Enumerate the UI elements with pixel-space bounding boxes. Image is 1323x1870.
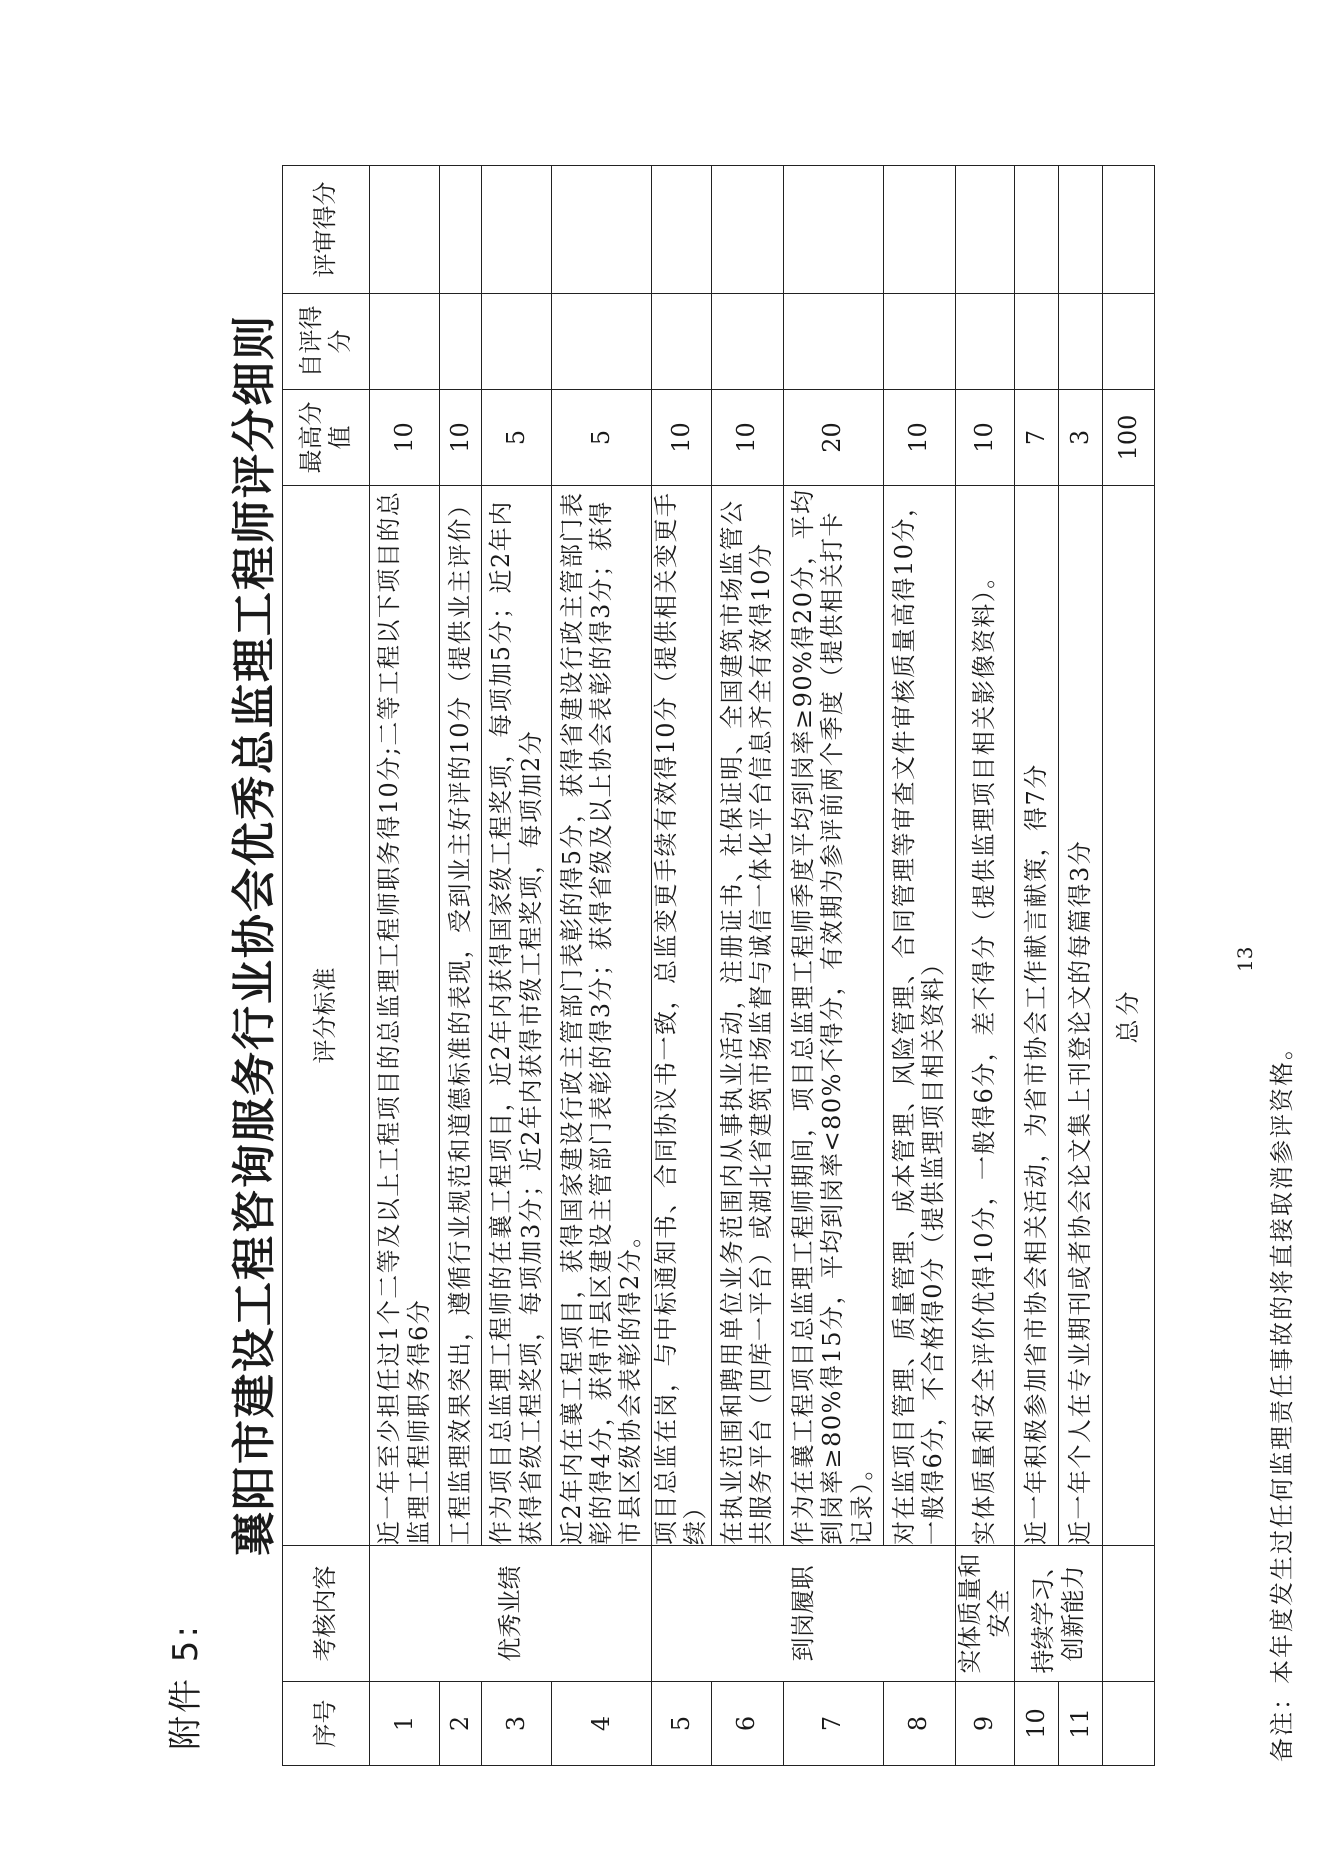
table-row <box>552 166 652 1766</box>
table-row <box>711 166 783 1766</box>
row-criteria: 在执业范围和聘用单位业务范围内从事执业活动，注册证书、社保证明、全国建筑市场监管公共服务平台（四库一平台）或湖北省建筑市场监督与诚信一体化平台信息齐全有效得10分 <box>711 486 783 1546</box>
row-self-score <box>1059 294 1103 390</box>
row-seq: 4 <box>552 1682 652 1766</box>
row-self-score <box>440 294 482 390</box>
row-review-score <box>1059 166 1103 294</box>
item-onduty: 到岗履职 <box>652 1546 956 1682</box>
row-self-score <box>711 294 783 390</box>
row-criteria: 工程监理效果突出，遵循行业规范和道德标准的表现，受到业主好评的10分（提供业主评价） <box>440 486 482 1546</box>
table-row <box>1015 166 1059 1766</box>
item-learning: 持续学习、创新能力 <box>1015 1546 1103 1682</box>
row-criteria: 近一年个人在专业期刊或者协会论文集上刊登论文的每篇得3分 <box>1059 486 1103 1546</box>
header-review: 评审得分 <box>283 166 370 294</box>
row-self-score <box>783 294 883 390</box>
header-max: 最高分值 <box>283 390 370 486</box>
row-review-score <box>370 166 440 294</box>
row-max: 3 <box>1059 390 1103 486</box>
row-seq: 5 <box>652 1682 712 1766</box>
row-self-score <box>482 294 552 390</box>
row-seq: 8 <box>883 1682 955 1766</box>
row-max: 10 <box>440 390 482 486</box>
row-self-score <box>370 294 440 390</box>
row-criteria: 作为项目总监理工程师的在襄工程项目，近2年内获得国家级工程奖项，每项加5分；近2年内获得省级工程奖项，每项加3分；近2年内获得市级工程奖项，每项加2分 <box>482 486 552 1546</box>
row-max: 10 <box>955 390 1015 486</box>
table-row <box>1059 166 1103 1766</box>
document-title: 襄阳市建设工程咨询服务行业协会优秀总监理工程师评分细则 <box>229 314 280 1556</box>
row-seq: 2 <box>440 1682 482 1766</box>
row-seq: 11 <box>1059 1682 1103 1766</box>
row-review-score <box>482 166 552 294</box>
row-max: 10 <box>652 390 712 486</box>
row-criteria: 实体质量和安全评价优得10分，一般得6分，差不得分（提供监理项目相关影像资料）。 <box>955 486 1015 1546</box>
total-self-score <box>1103 294 1155 390</box>
row-max: 20 <box>783 390 883 486</box>
row-criteria: 对在监项目管理、质量管理、成本管理、风险管理、合同管理等审查文件审核质量高得10分，一般得6分，不合格得0分（提供监理项目相关资料） <box>883 486 955 1546</box>
header-seq: 序号 <box>283 1682 370 1766</box>
row-criteria: 近2年内在襄工程项目，获得国家建设行政主管部门表彰的得5分，获得省建设行政主管部门表彰的得4分，获得市县区建设主管部门表彰的得3分；获得省级及以上协会表彰的得3分；获得市县区级协会表彰的得2分。 <box>552 486 652 1546</box>
row-max: 10 <box>370 390 440 486</box>
row-self-score <box>1015 294 1059 390</box>
row-criteria: 近一年积极参加省市协会相关活动，为省市协会工作献言献策，得7分 <box>1015 486 1059 1546</box>
table-header-row <box>283 166 370 1766</box>
row-seq: 6 <box>711 1682 783 1766</box>
row-review-score <box>783 166 883 294</box>
attachment-label: 附件 5: <box>166 1623 206 1750</box>
footnote: 备注：本年度发生过任何监理责任事故的将直接取消参评资格。 <box>1268 1034 1296 1762</box>
table-row <box>482 166 552 1766</box>
row-self-score <box>955 294 1015 390</box>
row-review-score <box>552 166 652 294</box>
row-review-score <box>652 166 712 294</box>
header-criteria: 评分标准 <box>283 486 370 1546</box>
row-max: 7 <box>1015 390 1059 486</box>
scoring-table <box>282 165 1155 1766</box>
row-max: 5 <box>552 390 652 486</box>
table-row <box>370 166 440 1766</box>
row-seq: 3 <box>482 1682 552 1766</box>
row-review-score <box>1015 166 1059 294</box>
item-quality: 实体质量和安全 <box>955 1546 1015 1682</box>
row-seq: 1 <box>370 1682 440 1766</box>
total-max: 100 <box>1103 390 1155 486</box>
header-self: 自评得分 <box>283 294 370 390</box>
row-criteria: 项目总监在岗，与中标通知书、合同协议书一致，总监变更手续有效得10分（提供相关变更手续） <box>652 486 712 1546</box>
table-row <box>783 166 883 1766</box>
table-row <box>883 166 955 1766</box>
row-seq: 10 <box>1015 1682 1059 1766</box>
row-max: 10 <box>711 390 783 486</box>
total-label: 总分 <box>1103 486 1155 1546</box>
row-max: 10 <box>883 390 955 486</box>
table-row <box>955 166 1015 1766</box>
total-review-score <box>1103 166 1155 294</box>
row-review-score <box>883 166 955 294</box>
page-number: 13 <box>1233 946 1257 972</box>
row-seq: 9 <box>955 1682 1015 1766</box>
table-row <box>652 166 712 1766</box>
row-criteria: 近一年至少担任过1个二等及以上工程项目的总监理工程师职务得10分;二等工程以下项目的总监理工程师职务得6分 <box>370 486 440 1546</box>
header-item: 考核内容 <box>283 1546 370 1682</box>
table-row <box>440 166 482 1766</box>
row-review-score <box>711 166 783 294</box>
row-self-score <box>883 294 955 390</box>
item-outstanding: 优秀业绩 <box>370 1546 652 1682</box>
row-review-score <box>955 166 1015 294</box>
row-self-score <box>652 294 712 390</box>
total-blank-seq <box>1103 1682 1155 1766</box>
row-criteria: 作为在襄工程项目总监理工程师期间，项目总监理工程师季度平均到岗率≥90%得20分，平均到岗率≥80%得15分，平均到岗率<80%不得分，有效期为参评前两个季度（提供相关打卡记录）。 <box>783 486 883 1546</box>
row-self-score <box>552 294 652 390</box>
row-max: 5 <box>482 390 552 486</box>
total-blank-item <box>1103 1546 1155 1682</box>
total-row <box>1103 166 1155 1766</box>
row-seq: 7 <box>783 1682 883 1766</box>
row-review-score <box>440 166 482 294</box>
